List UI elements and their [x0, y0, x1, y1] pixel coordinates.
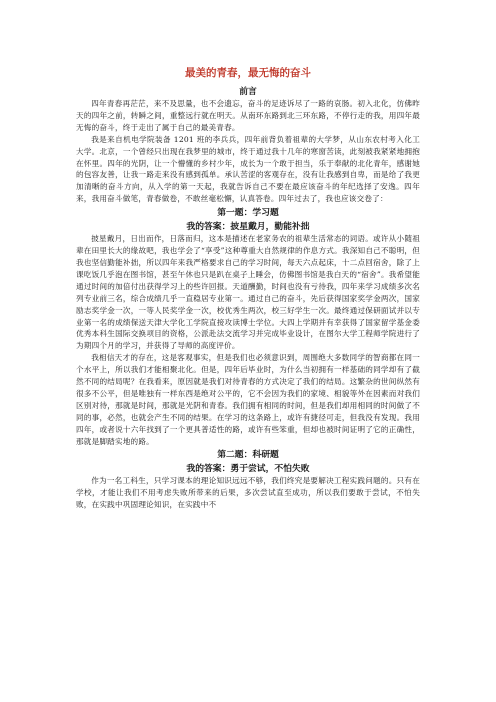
document-body	[76, 66, 420, 511]
question-1-answer: 我的答案：披星戴月，勤能补拙	[186, 222, 310, 233]
question-2-heading: 第二题：科研题	[217, 450, 279, 461]
question-2-answer: 我的答案：勇于尝试，不怕失败	[186, 464, 310, 475]
preface-paragraph-1: 四年青春再茫茫，来不及思量，也不会遗忘，奋斗的足迹诉尽了一路的哀肠。初入北化，仿佛昨天的四年之前，转瞬之间，重整远行就在明天。从南环东路到北三环东路，不停行走的我，用四年最无悔的奋斗，终于走出了属于自己的最美青春。	[76, 99, 420, 132]
question-1-paragraph-2: 我相信天才的存在，这是客观事实，但是我们也必须意识到，周围绝大多数同学的智商都在同一个水平上，所以我们才能相聚北化。但是，四年后毕业时，为什么当初拥有一样基础的同学却有了截然不同的结局呢？在我看来，原因就是我们对待青春的方式决定了我们的结局。这繁杂的世间纵然有很多不公平，但是唯独有一样东西是绝对公平的，它不会因为我们的家境、相貌等外在因素而对我们区别对待，那就是时间，那就是光阴和青春。我们拥有相同的时间，但是我们却用相同的时间做了不同的事，必然，也就会产生不同的结果。在学习的这条路上，或许有捷径可走，但我没有发现。我用四年，或者说十六年找到了一个更具普适性的路，或许有些笨重，但却也被时间证明了它的正确性，那就是脚踏实地的路。	[76, 353, 420, 446]
preface-heading: 前言	[239, 87, 257, 97]
preface-paragraph-2: 我是来自机电学院装备 1201 班的李兵兵，四年前背负着祖辈的大学梦，从山东农村考入化工大学。北京，一个曾经只出现在我梦里的城市，终于通过我十几年的寒窗苦读，此刻被我紧紧地拥抱在怀里。四年的光阴，让一个懵懂的乡村少年，成长为一个敢于担当，乐于奉献的北化青年，感谢她的包容友善，让我一路走来没有感到孤单。承认苦涩的客观存在，没有让我感到自卑，而是给了我更加清晰的奋斗方向，从入学的第一天起，我就告诉自己不要在最应该奋斗的年纪选择了安逸。四年来，我用奋斗做笔，青春做卷，不敢丝毫松懈，认真答卷。四年过去了，我也应该交卷了：	[76, 134, 420, 204]
document-title: 最美的青春，最无悔的奋斗	[185, 67, 311, 79]
question-1-heading: 第一题：学习题	[217, 208, 279, 219]
question-2-paragraph-1: 作为一名工科生，只学习课本的理论知识远远不够，我们终究是要解决工程实践问题的。只有在学校，才能让我们不用考虑失败所带来的后果，多次尝试直至成功，所以我们要敢于尝试，不怕失败，在实践中巩固理论知识，在实践中不	[76, 476, 420, 510]
question-1-paragraph-1: 披星戴月，日出而作，日落而归，这本是描述在老家务农的祖辈生活常态的词语。或许从小随祖辈在田里长大的缘故吧，我也学会了“享受”这种尊重大自然规律的作息方式。我深知自己不聪明，但我也坚信勤能补拙，所以四年来我严格要求自己的学习时间，每天六点起床，十二点回宿舍，除了上课吃饭几乎泡在图书馆，甚至午休也只是趴在桌子上睡会，仿佛图书馆是我白天的“宿舍”。我希望能通过时间的加倍付出获得学习上的些许回报。天道酬勤，时间也没有亏待我，四年来学习成绩多次名列专业前三名，综合成绩几乎一直稳居专业第一。通过自己的奋斗，先后获得国家奖学金两次，国家励志奖学金一次，一等人民奖学金一次，校优秀生两次，校三好学生一次。最终通过保研面试并以专业第一名的成绩保送天津大学化工学院直接攻读博士学位。大四上学期并有幸获得了国家留学基金委优秀本科生国际交换项目的资格，公派赴法交流学习并完成毕业设计，在图尔大学工程师学院进行了为期四个月的学习，并获得了导师的高度评价。	[76, 234, 420, 351]
